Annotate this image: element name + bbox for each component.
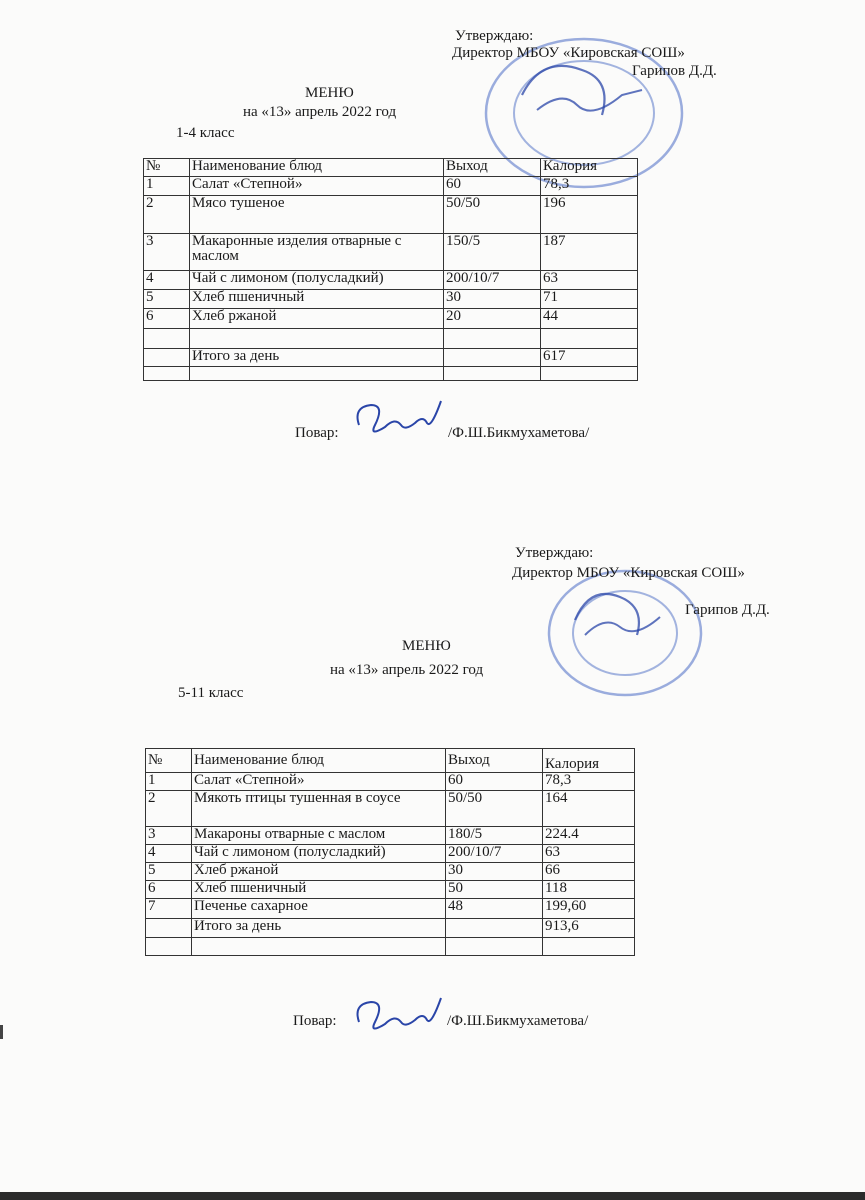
table-row	[144, 329, 638, 349]
menu-title: МЕНЮ	[402, 638, 451, 654]
dish-calories: 63	[541, 271, 638, 290]
dish-calories: 617	[541, 349, 638, 367]
dish-output	[444, 329, 541, 349]
row-number: 4	[146, 845, 192, 863]
table-row	[144, 367, 638, 381]
row-number: 6	[146, 881, 192, 899]
row-number: 2	[146, 791, 192, 827]
row-number: 5	[146, 863, 192, 881]
dish-output: 150/5	[444, 234, 541, 271]
dish-calories: 199,60	[543, 899, 635, 919]
approve-label: Утверждаю:	[515, 545, 594, 561]
row-number: 2	[144, 196, 190, 234]
dish-output: 60	[444, 177, 541, 196]
approve-label: Утверждаю:	[455, 28, 534, 44]
dish-output	[446, 938, 543, 956]
dish-output: 200/10/7	[446, 845, 543, 863]
dish-name: Печенье сахарное	[192, 899, 446, 919]
dish-name: Итого за день	[192, 919, 446, 938]
dish-output: 20	[444, 309, 541, 329]
cook-label: Повар:	[293, 1013, 337, 1029]
dish-calories: 196	[541, 196, 638, 234]
table-row	[144, 271, 638, 290]
row-number: 5	[144, 290, 190, 309]
header-output: Выход	[444, 159, 541, 177]
approve-name: Гарипов Д.Д.	[685, 602, 770, 618]
dish-calories: 224.4	[543, 827, 635, 845]
dish-calories	[543, 938, 635, 956]
header-dish: Наименование блюд	[192, 749, 446, 773]
table-row	[146, 773, 635, 791]
approve-name: Гарипов Д.Д.	[632, 63, 717, 79]
table-row	[146, 919, 635, 938]
cook-label: Повар:	[295, 425, 339, 441]
table-row	[146, 863, 635, 881]
dish-name: Хлеб ржаной	[192, 863, 446, 881]
dish-output: 48	[446, 899, 543, 919]
row-number: 1	[146, 773, 192, 791]
header-dish: Наименование блюд	[190, 159, 444, 177]
dish-output: 50	[446, 881, 543, 899]
dish-output: 50/50	[446, 791, 543, 827]
dish-output	[446, 919, 543, 938]
table-row	[144, 290, 638, 309]
dish-calories: 63	[543, 845, 635, 863]
cook-signature-2	[345, 992, 445, 1042]
dish-name: Макаронные изделия отварные с маслом	[190, 234, 444, 271]
dish-calories: 118	[543, 881, 635, 899]
dish-output: 60	[446, 773, 543, 791]
table-row	[146, 827, 635, 845]
dish-name: Чай с лимоном (полусладкий)	[190, 271, 444, 290]
dish-output: 30	[444, 290, 541, 309]
row-number	[146, 919, 192, 938]
dish-calories: 78,3	[543, 773, 635, 791]
dish-calories: 187	[541, 234, 638, 271]
table-row	[144, 196, 638, 234]
row-number: 7	[146, 899, 192, 919]
scan-bottom-edge	[0, 1192, 865, 1200]
table-header-row	[146, 749, 635, 773]
row-number: 3	[144, 234, 190, 271]
table-row	[146, 899, 635, 919]
dish-name: Хлеб пшеничный	[190, 290, 444, 309]
dish-name: Салат «Степной»	[190, 177, 444, 196]
cook-name: /Ф.Ш.Бикмухаметова/	[447, 1013, 589, 1029]
grade-label: 5-11 класс	[178, 685, 244, 701]
dish-output: 30	[446, 863, 543, 881]
menu-table-5-11	[145, 748, 635, 956]
table-row	[144, 234, 638, 271]
menu-date: на «13» апрель 2022 год	[330, 662, 484, 678]
dish-calories	[541, 367, 638, 381]
header-number: №	[146, 749, 192, 773]
table-row	[144, 349, 638, 367]
dish-name: Макароны отварные с маслом	[192, 827, 446, 845]
header-number: №	[144, 159, 190, 177]
table-row	[146, 938, 635, 956]
dish-name: Салат «Степной»	[192, 773, 446, 791]
cook-signature-1	[345, 395, 445, 445]
approve-position: Директор МБОУ «Кировская СОШ»	[452, 45, 685, 61]
dish-output	[444, 367, 541, 381]
scan-edge-mark	[0, 1025, 3, 1039]
table-row	[146, 791, 635, 827]
dish-name	[190, 367, 444, 381]
dish-output	[444, 349, 541, 367]
dish-name	[190, 329, 444, 349]
approve-position: Директор МБОУ «Кировская СОШ»	[512, 565, 745, 581]
dish-name: Хлеб ржаной	[190, 309, 444, 329]
dish-name: Чай с лимоном (полусладкий)	[192, 845, 446, 863]
menu-title: МЕНЮ	[305, 85, 354, 101]
dish-calories	[541, 329, 638, 349]
school-stamp-2	[545, 565, 705, 700]
table-row	[144, 309, 638, 329]
row-number: 1	[144, 177, 190, 196]
dish-name: Мякоть птицы тушенная в соусе	[192, 791, 446, 827]
dish-name: Мясо тушеное	[190, 196, 444, 234]
dish-calories: 44	[541, 309, 638, 329]
dish-output: 180/5	[446, 827, 543, 845]
dish-calories: 164	[543, 791, 635, 827]
dish-calories: 78,3	[541, 177, 638, 196]
dish-name	[192, 938, 446, 956]
header-output: Выход	[446, 749, 543, 773]
row-number	[144, 349, 190, 367]
cook-name: /Ф.Ш.Бикмухаметова/	[448, 425, 590, 441]
menu-date: на «13» апрель 2022 год	[243, 104, 397, 120]
row-number	[144, 329, 190, 349]
dish-output: 50/50	[444, 196, 541, 234]
dish-calories: 71	[541, 290, 638, 309]
dish-calories: 66	[543, 863, 635, 881]
row-number: 3	[146, 827, 192, 845]
table-row	[144, 177, 638, 196]
table-header-row	[144, 159, 638, 177]
table-row	[146, 845, 635, 863]
header-calories: Калория	[543, 749, 635, 773]
dish-name: Хлеб пшеничный	[192, 881, 446, 899]
header-calories: Калория	[541, 159, 638, 177]
row-number	[146, 938, 192, 956]
row-number: 6	[144, 309, 190, 329]
dish-name: Итого за день	[190, 349, 444, 367]
menu-table-1-4	[143, 158, 638, 381]
grade-label: 1-4 класс	[176, 125, 235, 141]
row-number: 4	[144, 271, 190, 290]
row-number	[144, 367, 190, 381]
dish-calories: 913,6	[543, 919, 635, 938]
table-row	[146, 881, 635, 899]
dish-output: 200/10/7	[444, 271, 541, 290]
